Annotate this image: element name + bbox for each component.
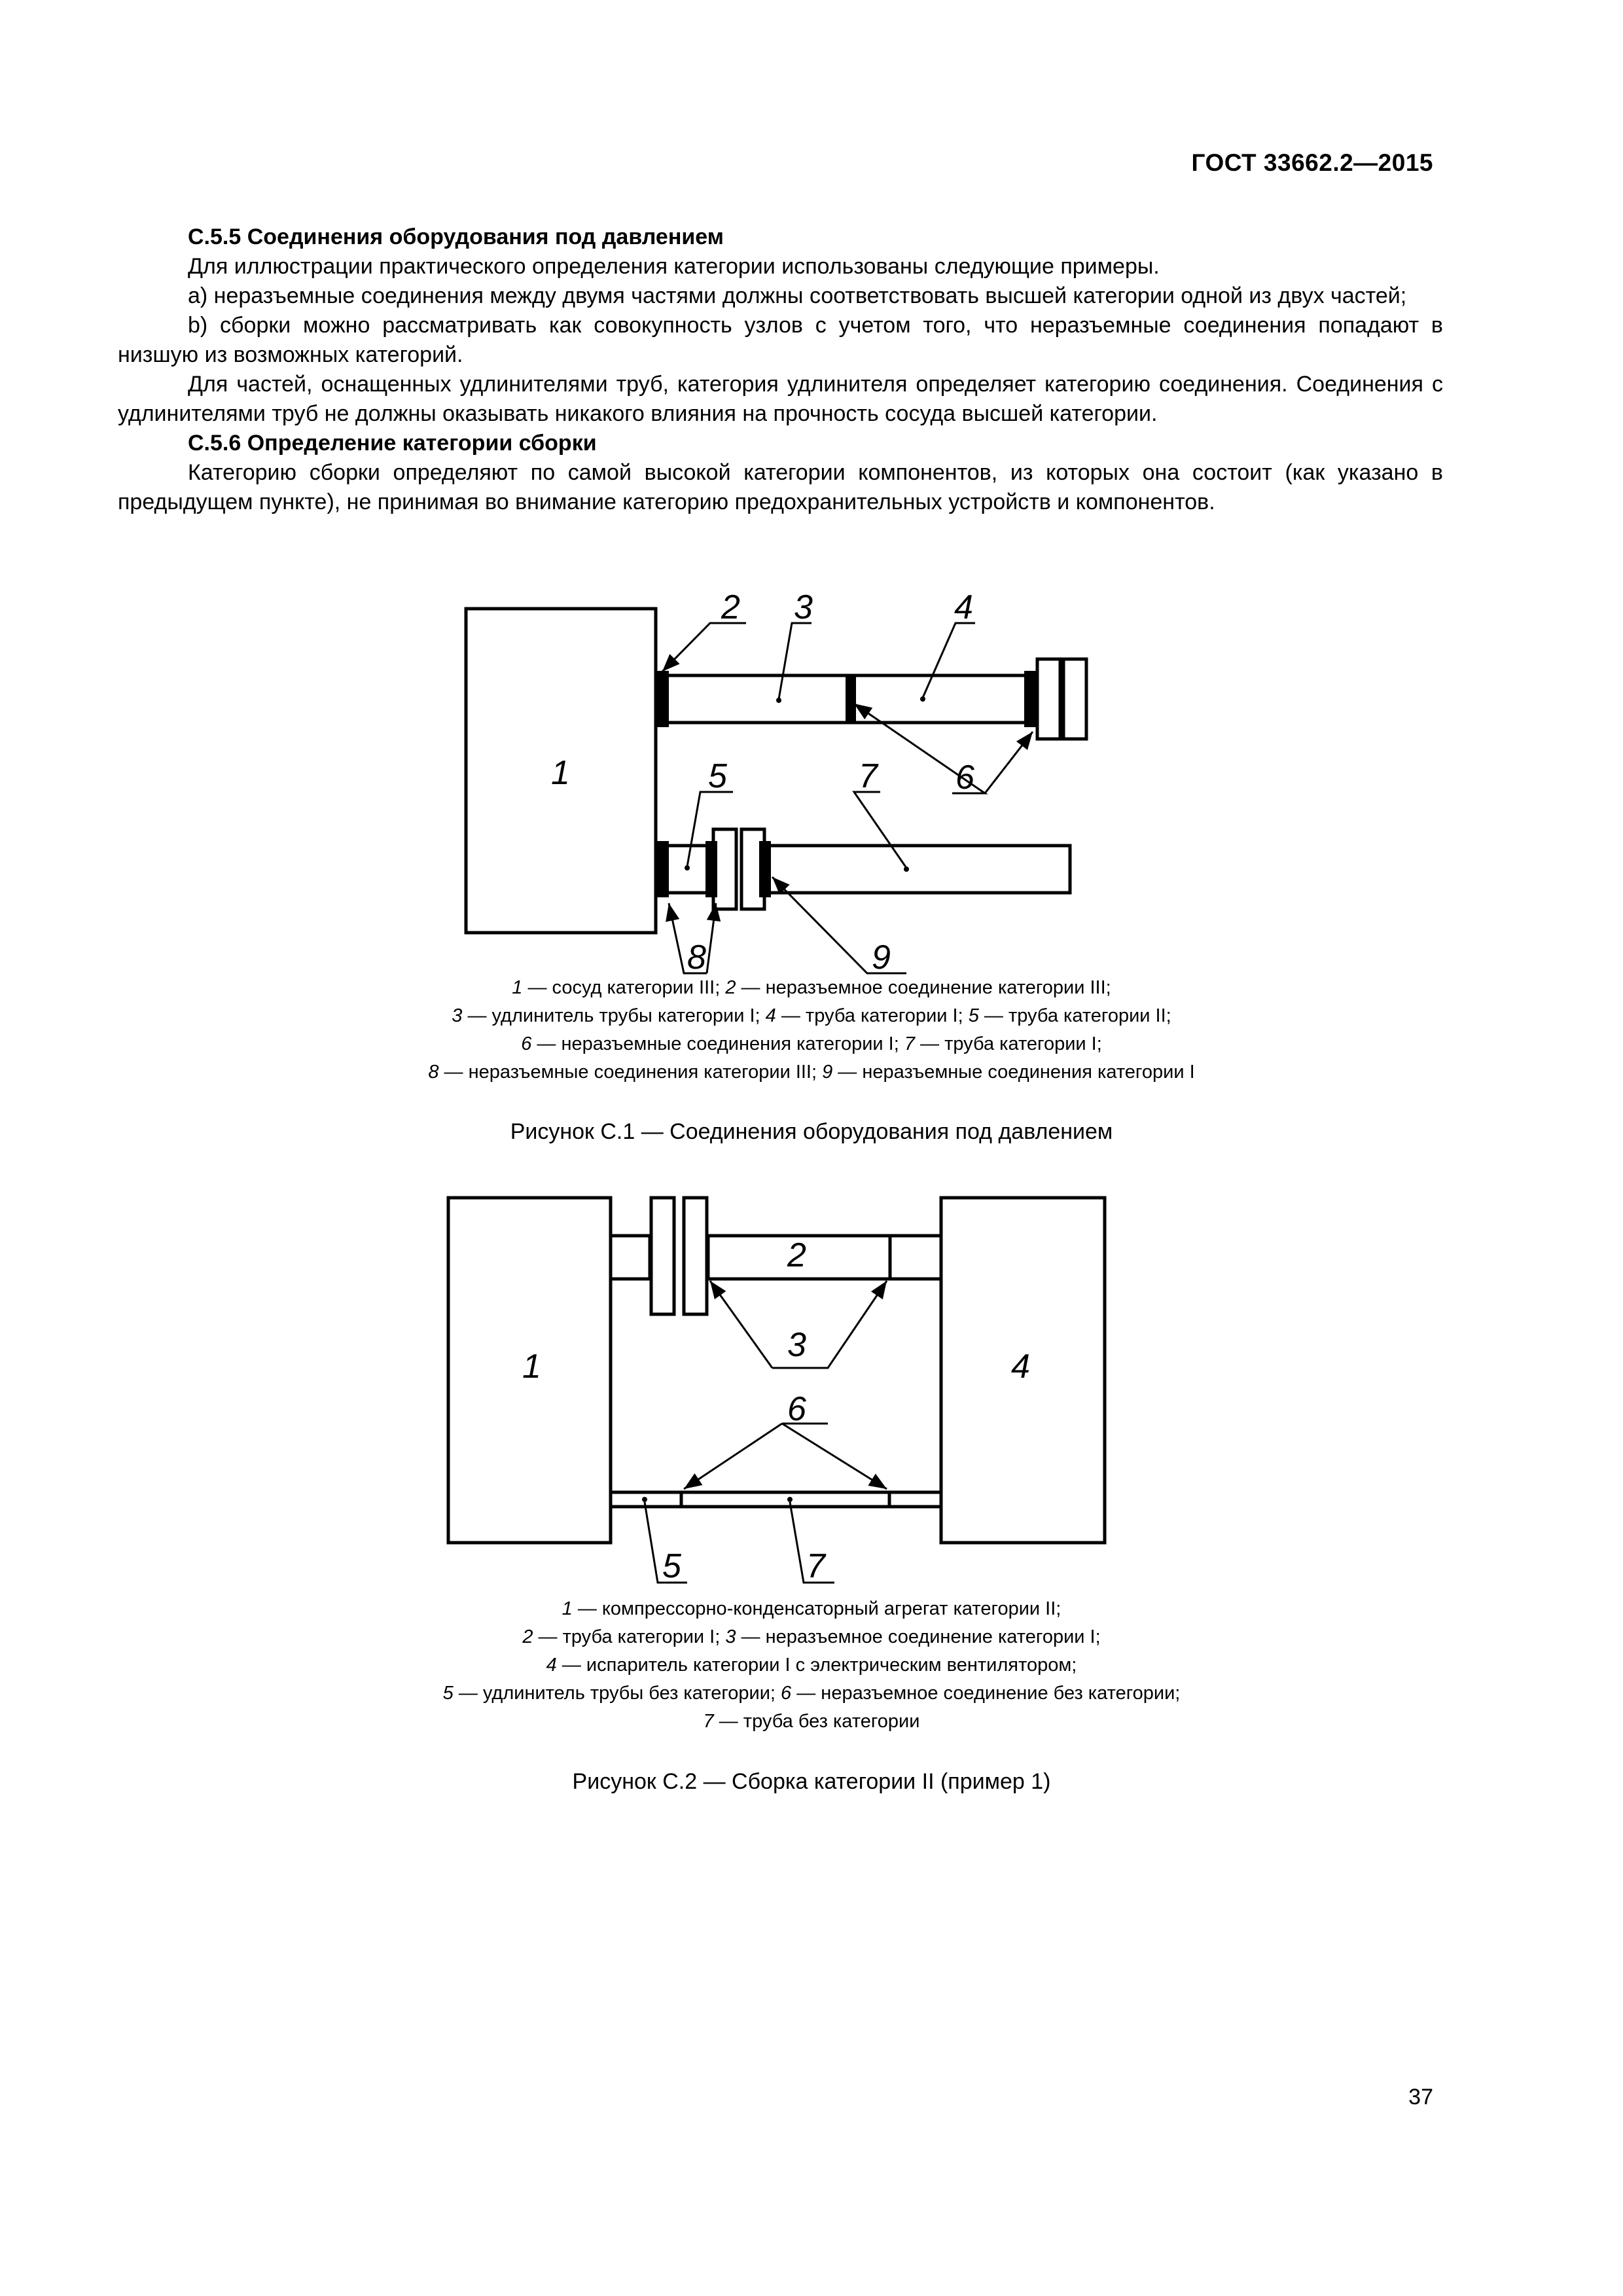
legend-line: 3 — удлинитель трубы категории I; 4 — труба категории I; 5 — труба категории II; — [452, 1005, 1171, 1026]
legend-line: 1 — сосуд категории III; 2 — неразъемное соединение категории III; — [512, 977, 1111, 998]
unit-1 — [448, 1198, 611, 1543]
figure-c2-caption: Рисунок С.2 — Сборка категории II (пример 1) — [572, 1769, 1051, 1794]
fig2-label-5: 5 — [662, 1547, 681, 1585]
fig1-label-6: 6 — [955, 759, 974, 797]
paragraph: Для иллюстрации практического определения категории использованы следующие примеры. — [188, 254, 1160, 279]
fig1-label-7: 7 — [859, 757, 878, 795]
unit-4 — [941, 1198, 1105, 1543]
joint-9 — [759, 841, 771, 897]
fig1-label-4: 4 — [954, 588, 973, 626]
legend-line: 1 — компрессорно-конденсаторный агрегат категории II; — [562, 1598, 1061, 1619]
figure-c1-caption: Рисунок С.1 — Соединения оборудования под давлением — [510, 1119, 1113, 1144]
fig1-label-3: 3 — [794, 588, 813, 626]
fig2-label-6: 6 — [787, 1390, 806, 1428]
fig1-label-5: 5 — [708, 757, 727, 795]
standard-code: ГОСТ 33662.2—2015 — [1191, 149, 1433, 176]
legend-line: 6 — неразъемные соединения категории I; 7 — труба категории I; — [521, 1033, 1102, 1054]
joint-2 — [656, 671, 669, 727]
pipe-extender-5 — [889, 1492, 941, 1507]
joint-8a — [656, 841, 669, 897]
fig2-label-3: 3 — [787, 1326, 806, 1364]
paragraph: b) сборки можно рассматривать как совокупность узлов с учетом того, что неразъемные соединения попадают в низшую из возможных категорий. — [118, 313, 1443, 367]
legend-line: 2 — труба категории I; 3 — неразъемное соединение категории I; — [522, 1626, 1101, 1647]
flange — [684, 1198, 707, 1314]
paragraph: a) неразъемные соединения между двумя частями должны соответствовать высшей категории одной из двух частей; — [188, 283, 1407, 308]
flange — [1063, 659, 1086, 739]
section-heading-c55: С.5.5 Соединения оборудования под давлением — [188, 224, 724, 249]
pipe-7 — [769, 846, 1070, 893]
fig1-label-8: 8 — [687, 939, 706, 977]
legend-line: 5 — удлинитель трубы без категории; 6 — неразъемное соединение без категории; — [442, 1683, 1181, 1704]
pipe-2 — [708, 1236, 890, 1279]
figure-c2-legend — [0, 1595, 1623, 1736]
figure-c1-legend — [0, 974, 1623, 1086]
paragraph: Для частей, оснащенных удлинителями труб, категория удлинителя определяет категорию соединения. Соединения с удлинителями труб не должны оказывать никакого влияния на прочность сосуда высшей категории. — [118, 372, 1443, 426]
pipe-extender — [611, 1236, 650, 1279]
page-number: 37 — [1408, 2085, 1433, 2109]
fig2-label-7: 7 — [806, 1547, 825, 1585]
joint-6b — [1024, 671, 1037, 727]
section-heading-c56: С.5.6 Определение категории сборки — [188, 431, 597, 456]
flange — [1037, 659, 1060, 739]
fig2-label-4: 4 — [1011, 1348, 1030, 1386]
body-text — [118, 223, 1443, 517]
fig1-label-9: 9 — [872, 939, 891, 977]
legend-line: 4 — испаритель категории I с электрическим вентилятором; — [546, 1655, 1077, 1676]
legend-line: 8 — неразъемные соединения категории III; 9 — неразъемные соединения категории I — [428, 1062, 1195, 1083]
pipe-4 — [851, 675, 1027, 723]
pipe-5 — [661, 846, 708, 893]
pipe-extender-3 — [661, 675, 851, 723]
fig1-label-1: 1 — [551, 754, 570, 792]
vessel-1 — [466, 609, 656, 933]
joint-6a — [846, 675, 856, 723]
flange — [713, 829, 736, 909]
fig2-label-1: 1 — [522, 1348, 541, 1386]
fig1-label-2: 2 — [721, 588, 740, 626]
paragraph: Категорию сборки определяют по самой высокой категории компонентов, из которых она состоит (как указано в предыдущем пункте), не принимая во внимание категорию предохранительных устройств и компонентов. — [118, 460, 1443, 514]
pipe-extender — [890, 1236, 941, 1279]
fig2-label-2: 2 — [787, 1236, 806, 1274]
legend-line: 7 — труба без категории — [703, 1711, 920, 1732]
pipe-7 — [681, 1492, 889, 1507]
pipe-extender-5 — [611, 1492, 681, 1507]
flange — [741, 829, 764, 909]
flange — [651, 1198, 674, 1314]
joint-8b — [705, 841, 717, 897]
